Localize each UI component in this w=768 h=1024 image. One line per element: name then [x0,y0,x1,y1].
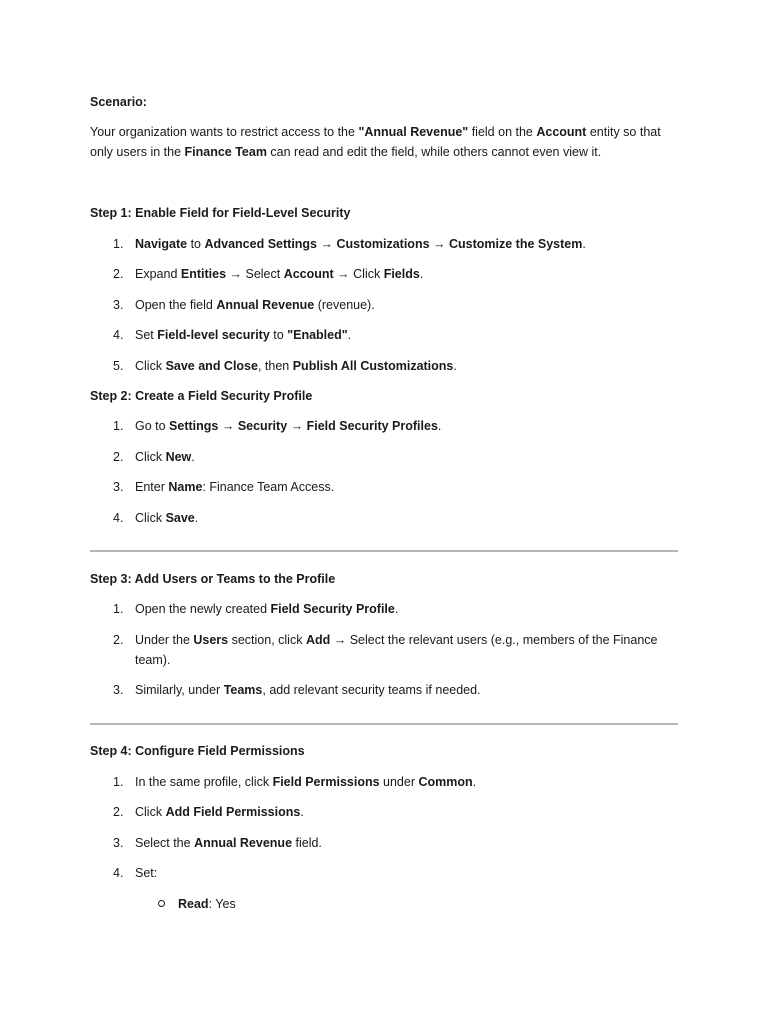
step1-heading: Step 1: Enable Field for Field-Level Security [90,206,351,220]
text: Enter [135,480,169,494]
list-number: 3. [113,298,124,312]
list-number: 4. [113,511,124,525]
text: Go to [135,419,170,433]
bold-text: Read [178,897,209,911]
scenario-text [90,122,680,162]
bold-text: Name [168,480,203,494]
list-number: 3. [113,836,124,850]
scenario-entity: Account [536,125,587,139]
text: Set: [135,866,158,880]
scenario-text-part: only users in the [90,145,185,159]
text: , add relevant security teams if needed. [262,683,481,697]
text: Set [135,328,158,342]
list-number: 2. [113,267,124,281]
step4-heading: Step 4: Configure Field Permissions [90,744,305,758]
step2-list-item [113,508,673,528]
bold-text: Field-level security [157,328,270,342]
text: under [379,775,419,789]
bold-text: Navigate [135,237,188,251]
bold-text: "Enabled" [287,328,348,342]
scenario-text-part: entity so that [586,125,661,139]
step4-list-item [113,833,673,853]
circle-bullet-icon [158,900,165,907]
scenario-field-name: "Annual Revenue" [358,125,469,139]
bold-text: Common [418,775,473,789]
step1-list-item [113,234,673,254]
text: . [394,602,399,616]
text: . [300,805,304,819]
list-number: 1. [113,419,124,433]
text: . [472,775,477,789]
step1-list-item [113,356,673,376]
bold-text: Customizations [336,237,430,251]
bold-text: Field Permissions [272,775,380,789]
bold-text: Field Security Profile [270,602,395,616]
bold-text: Advanced Settings [204,237,318,251]
text: . [347,328,352,342]
text: → Select [226,267,284,281]
step3-list-item [113,599,673,619]
text: → [218,419,238,433]
text: to [269,328,288,342]
text: Click [135,359,166,373]
text: Under the [135,633,194,647]
bold-text: Add Field Permissions [165,805,301,819]
list-number: 1. [113,602,124,616]
text: Click [135,805,166,819]
list-number: 2. [113,805,124,819]
text: . [419,267,424,281]
text: , then [257,359,293,373]
bold-text: Users [193,633,229,647]
horizontal-divider [90,550,678,552]
list-number: 1. [113,237,124,251]
step1-list-item [113,295,673,315]
list-number: 4. [113,866,124,880]
horizontal-divider [90,723,678,725]
step4-list-item [113,863,673,883]
text: : Finance Team Access. [202,480,335,494]
text: Open the field [135,298,217,312]
step1-list-item [113,264,673,284]
text: . [437,419,442,433]
text: . [194,511,199,525]
text: In the same profile, click [135,775,273,789]
list-number: 5. [113,359,124,373]
step2-list-item [113,477,673,497]
text: Click [135,450,166,464]
text: → Select the relevant users (e.g., members of the Finance [330,633,658,647]
text: (revenue). [314,298,375,312]
text: Click [135,511,166,525]
step2-list-item [113,447,673,467]
scenario-text-part: can read and edit the field, while others cannot even view it. [266,145,602,159]
text: section, click [228,633,306,647]
text: → [287,419,307,433]
bold-text: New [165,450,192,464]
scenario-text-part: Your organization wants to restrict access to the [90,125,359,139]
text: . [582,237,586,251]
text: . [453,359,457,373]
bold-text: Entities [180,267,227,281]
bold-text: Save and Close [165,359,258,373]
step3-heading: Step 3: Add Users or Teams to the Profile [90,572,336,586]
step2-heading: Step 2: Create a Field Security Profile [90,389,313,403]
bold-text: Security [237,419,288,433]
list-number: 4. [113,328,124,342]
step3-list-item [113,630,673,670]
bold-text: Account [283,267,334,281]
bold-text: Add [305,633,331,647]
text: Similarly, under [135,683,224,697]
bold-text: Save [165,511,195,525]
list-number: 2. [113,633,124,647]
bold-text: Settings [169,419,219,433]
text: → [317,237,337,251]
step2-list-item [113,416,673,436]
text: Expand [135,267,181,281]
text: → [429,237,449,251]
bold-text: Field Security Profiles [306,419,438,433]
bold-text: Annual Revenue [194,836,293,850]
bold-text: Publish All Customizations [292,359,454,373]
text: : Yes [208,897,236,911]
text: team). [135,653,171,667]
list-number: 2. [113,450,124,464]
list-number: 1. [113,775,124,789]
text: Open the newly created [135,602,271,616]
bold-text: Teams [223,683,263,697]
step4-list-item [113,772,673,792]
step4-list-item [113,802,673,822]
step1-list-item [113,325,673,345]
text: → Click [333,267,384,281]
text: Select the [135,836,195,850]
text: field. [292,836,322,850]
list-number: 3. [113,683,124,697]
scenario-text-part: field on the [468,125,537,139]
bold-text: Fields [383,267,420,281]
text: to [187,237,205,251]
scenario-label: Scenario: [90,95,147,109]
text: . [191,450,195,464]
bold-text: Customize the System [448,237,583,251]
bold-text: Annual Revenue [216,298,315,312]
scenario-team: Finance Team [184,145,267,159]
step4-sub-item [158,894,236,914]
list-number: 3. [113,480,124,494]
step3-list-item [113,680,673,700]
